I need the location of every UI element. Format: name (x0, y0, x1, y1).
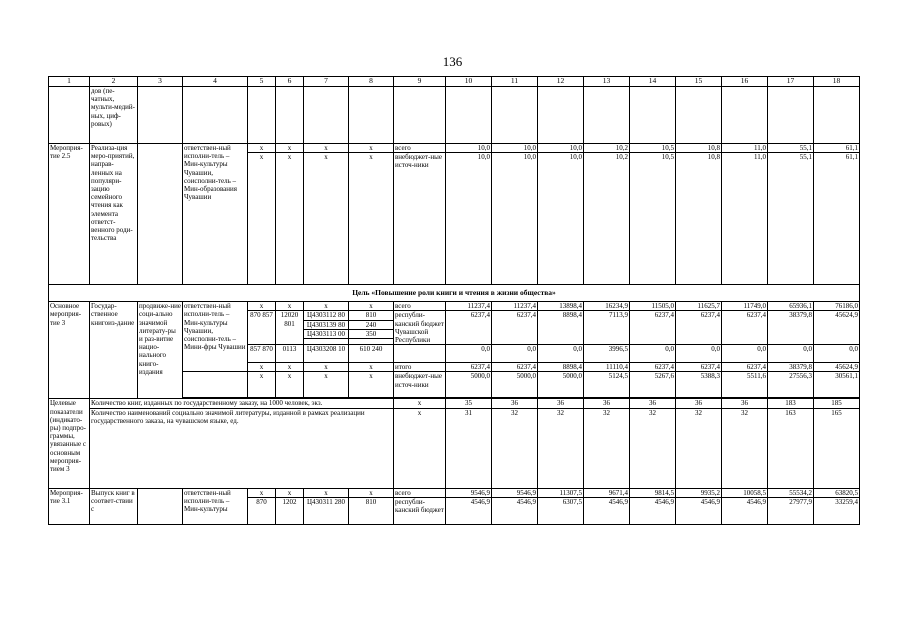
col-num: 13 (584, 77, 630, 87)
col-num: 11 (492, 77, 538, 87)
measure-3-1-row-total: Мероприя-тие 3.1 Выпуск книг в соответ-ствии с ответствен-ный исполни-тель – Мин-культуры x x x x всего 9546,9 9546,9 11307,5 9671,4 9814,5 9935,2 10058,5 55534,2 63820,5 (49, 488, 860, 497)
budget-table (48, 76, 860, 525)
measure-3-1-row-republic: 870 1202 Ц430311 280 810 республи-канский бюджет 4546,9 4546,9 6307,5 4546,9 4546,9 4546,9 4546,9 27977,9 33259,4 (49, 497, 860, 524)
main-measure-3-row-zero: 857 870 0113 Ц4303208 10 610 240 0,0 0,0 0,0 3996,5 0,0 0,0 0,0 0,0 0,0 (49, 345, 860, 363)
continuation-text: дов (пе-чатных, мульти-медий-ных, циф-ровых) (90, 87, 138, 144)
measure-2-5-row-total: Мероприя-тие 2.5 Реализа-ция меро-приятий, направ-ленных на популяри-зацию семейного чтения как элемента ответст-венного роди-тельства ответствен-ный исполни-тель – Мин-культуры Чувашии, соисполни-тель – Мин-образования Чувашии x x x x всего 10,0 10,0 10,0 10,2 10,5 10,8 11,0 55,1 61,1 (49, 144, 860, 153)
funding-source: внебюджет-ные источ-ники (394, 153, 446, 285)
responsible-executor: ответствен-ный исполни-тель – Мин-культуры Чувашии, соисполни-тель – Мин-образования Чувашии (183, 144, 248, 285)
col-num: 7 (304, 77, 349, 87)
main-measure-3-code-row: Ц4303139 80 240 (49, 320, 860, 329)
funding-source: всего (394, 144, 446, 153)
col-num: 2 (90, 77, 138, 87)
col-num: 12 (538, 77, 584, 87)
funding-source: итого (394, 363, 446, 372)
col-num: 6 (276, 77, 304, 87)
col-num: 18 (814, 77, 860, 87)
main-measure-3-row-subtotal: x x x x итого 6237,4 6237,4 8898,4 11110,4 6237,4 6237,4 6237,4 38379,8 45624,9 (49, 363, 860, 372)
col-num: 10 (446, 77, 492, 87)
main-measure-description: Государ-ственное книгоиз-дание (90, 302, 138, 399)
col-num: 4 (183, 77, 248, 87)
main-measure-3-row-republic: 870 857 12020 801 Ц4303112 80 810 республи-канский бюджет Чувашской Республики 6237,4 6237,4 8898,4 7113,9 6237,4 6237,4 6237,4 38379,8 45624,9 (49, 311, 860, 320)
responsible-executor: ответствен-ный исполни-тель – Мин-культуры (183, 488, 248, 524)
indicator-text: Количество наименований социально значимой литературы, изданной в рамках реализации государственного заказа, на чувашском языке, ед. (90, 408, 394, 488)
indicator-text: Количество книг, изданных по государственному заказу, на 1000 человек, экз. (90, 399, 394, 408)
measure-description: Реализа-ция меро-приятий, направ-ленных на популяри-зацию семейного чтения как элемента ответст-венного роди-тельства (90, 144, 138, 285)
col-num: 14 (630, 77, 676, 87)
measure-description: Выпуск книг в соответ-ствии с (90, 488, 138, 524)
funding-source: внебюджет-ные источ-ники (394, 372, 446, 398)
funding-source: республи-канский бюджет Чувашской Республики (395, 311, 444, 345)
indicators-label: Целевые показатели (индикато-ры) подпро-граммы, увязанные с основным мероприя-тием 3 (49, 399, 90, 488)
main-measure-3-row-total: Основное мероприя-тие 3 Государ-ственное книгоиз-дание продвиже-ние соци-ально значимой литерату-ры и раз-витие нацио-нального книго-издания ответствен-ный исполни-тель – Мин-культуры Чувашии, соисполни-тель – Мини-фры Чувашии x x x x всего 11237,4 11237,4 13898,4 16234,9 11505,0 11625,7 11749,0 65936,1 76186,0 (49, 302, 860, 311)
col-num: 16 (722, 77, 768, 87)
funding-source: всего (394, 302, 446, 311)
col-num: 8 (349, 77, 394, 87)
col-num: 3 (138, 77, 183, 87)
column-number-row (49, 77, 860, 87)
page-number: 136 (442, 54, 463, 69)
measure-2-5-row-extrabudget: x x x x внебюджет-ные источ-ники 10,0 10,0 10,0 10,2 10,5 10,8 11,0 55,1 61,1 (49, 153, 860, 285)
funding-source: всего (394, 488, 446, 497)
main-measure-goal-task: продвиже-ние соци-ально значимой литерату-ры и раз-витие нацио-нального книго-издания (138, 302, 183, 399)
main-measure-3-code-row: Ц4303113 00 350 (49, 329, 860, 338)
col-num: 17 (768, 77, 814, 87)
continuation-row (49, 87, 860, 144)
col-num: 5 (248, 77, 276, 87)
main-measure-name: Основное мероприя-тие 3 (49, 302, 90, 399)
indicator-row: Целевые показатели (индикато-ры) подпро-граммы, увязанные с основным мероприя-тием 3 Количество книг, изданных по государственному заказу, на 1000 человек, экз. x 35 36 36 36 36 36 36 183 185 (49, 399, 860, 408)
main-measure-3-row-extrabudget: x x x x внебюджет-ные источ-ники 5000,0 5000,0 5000,0 5124,5 5267,6 5388,3 5511,6 27556,3 30561,1 (49, 372, 860, 398)
indicator-row: Количество наименований социально значимой литературы, изданной в рамках реализации государственного заказа, на чувашском языке, ед. x 31 32 32 32 32 32 32 163 165 (49, 408, 860, 488)
responsible-executor: ответствен-ный исполни-тель – Мин-культуры Чувашии, соисполни-тель – Мини-фры Чувашии (183, 302, 248, 372)
col-num: 9 (394, 77, 446, 87)
goal-row (49, 285, 860, 302)
measure-name: Мероприя-тие 3.1 (49, 488, 90, 524)
col-num: 1 (49, 77, 90, 87)
col-num: 15 (676, 77, 722, 87)
goal-heading: Цель «Повышение роли книги и чтения в жизни общества» (49, 285, 860, 302)
measure-name: Мероприя-тие 2.5 (49, 144, 90, 285)
funding-source: республи-канский бюджет (394, 497, 446, 524)
